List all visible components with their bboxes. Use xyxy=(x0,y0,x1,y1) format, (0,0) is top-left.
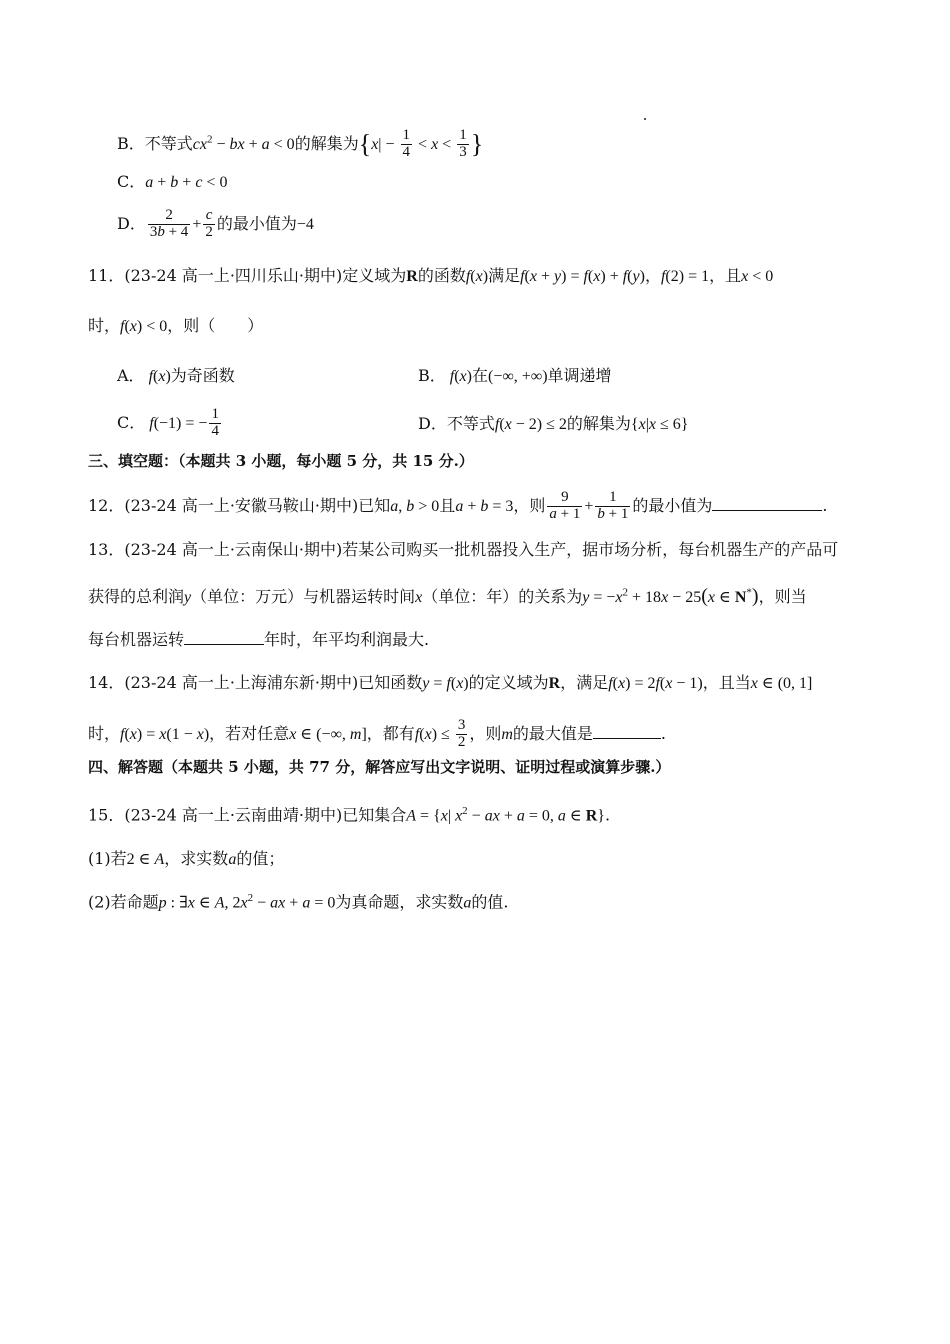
q14-line2: 时，f(x) = x(1 − x)，若对任意x ∈ (−∞, m]，都有f(x) ≤ $\frac{3}{2}$ ，则m的最大值是 . xyxy=(88,717,666,750)
section-3-title: 三、填空题：（本题共 3 小题，每小题 5 分，共 15 分.） xyxy=(88,452,474,470)
q10-option-c: C．a + b + c < 0 xyxy=(117,172,228,191)
section-4-title: 四、解答题（本题共 5 小题，共 77 分，解答应写出文字说明、证明过程或演算步骤.） xyxy=(88,758,671,776)
q15-part1: (1)若2 ∈ A，求实数a的值； xyxy=(88,849,285,868)
q11-option-a: A． f(x)为奇函数 xyxy=(117,366,235,385)
q14-answer-blank[interactable] xyxy=(593,724,661,739)
q15-stem: 15．(23-24 高一上·云南曲靖·期中)已知集合A = {x| $x^2$ − ax + a = 0, a ∈ R}. xyxy=(88,805,611,825)
q10-option-b: B．不等式$cx^2$ − bx + a < 0的解集为{x| − $\frac{1}{4}$ < x < $\frac{1}{3}$ } xyxy=(117,127,484,160)
q11-stem-line1: 11．(23-24 高一上·四川乐山·期中)定义域为R的函数f(x)满足f(x + y) = f(x) + f(y)，f(2) = 1，且x < 0 xyxy=(88,266,774,285)
q13-line3: 每台机器运转 年时，年平均利润最大. xyxy=(88,630,430,649)
stray-dot xyxy=(644,118,646,120)
q11-option-d: D．不等式f(x − 2) ≤ 2的解集为{x|x ≤ 6} xyxy=(418,414,689,433)
q13-line1: 13．(23-24 高一上·云南保山·期中)若某公司购买一批机器投入生产，据市场分析，每台机器生产的产品可 xyxy=(88,540,839,559)
q13-line2: 获得的总利润y（单位：万元）与机器运转时间x（单位：年）的关系为$y = -x^2 + 18x - 25(x$ ∈ N*)，则当 xyxy=(88,585,807,607)
q15-part2: (2)若命题p : ∃x ∈ A, $2x^2$ − ax + a = 0为真命题，求实数a的值. xyxy=(88,892,509,912)
q11-stem-line2: 时，f(x) < 0，则（ ） xyxy=(88,316,264,335)
q14-line1: 14．(23-24 高一上·上海浦东新·期中)已知函数y = f(x)的定义域为R，满足f(x) = 2f(x − 1)，且当x ∈ (0, 1] xyxy=(88,673,813,692)
q13-answer-blank[interactable] xyxy=(184,630,264,645)
q12-stem: 12．(23-24 高一上·安徽马鞍山·期中)已知a, b > 0且a + b = 3，则 $\frac{9}{a + 1}$ + $\frac{1}{b + 1}$ 的最小值为 . xyxy=(88,489,828,522)
q12-answer-blank[interactable] xyxy=(712,496,822,511)
q11-option-b: B． f(x)在(−∞, +∞)单调递增 xyxy=(418,366,612,385)
q10-option-d: D． $\frac{2}{3b + 4}$ + $\frac{c}{2}$ 的最小值为−4 xyxy=(117,207,314,240)
q11-option-c: C． f(−1) = − $\frac{1}{4}$ xyxy=(117,406,219,439)
